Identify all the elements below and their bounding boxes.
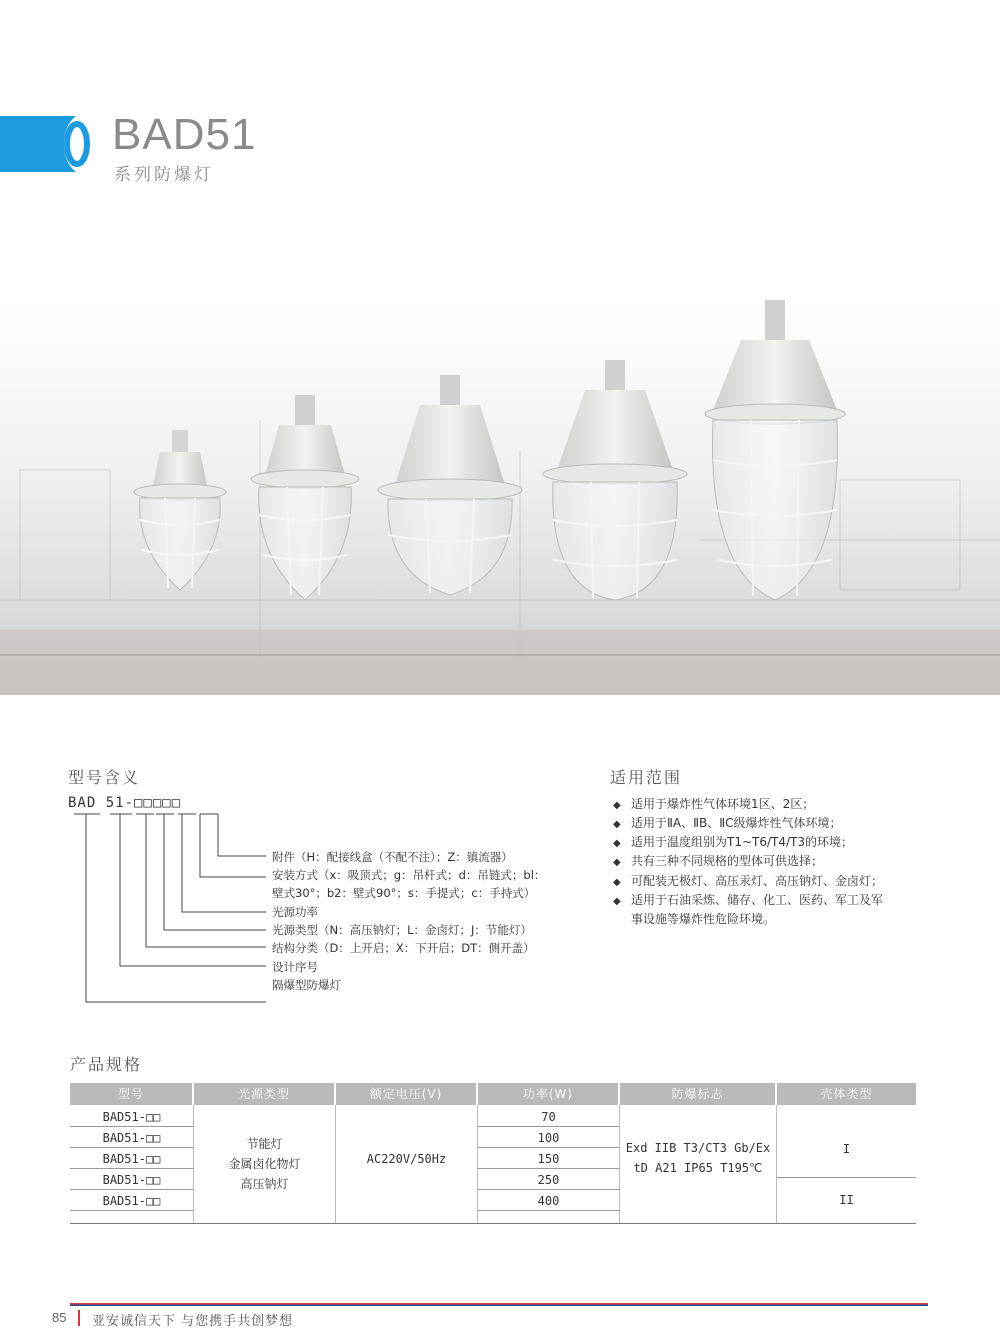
th-power: 功率(W): [478, 1083, 618, 1105]
page-number: 85: [52, 1310, 67, 1325]
scope-item-continued: 事设施等爆炸性危险环境。: [631, 912, 776, 926]
power-cell: 400: [537, 1194, 560, 1208]
page-subtitle: 系列防爆灯: [114, 165, 214, 185]
light-type-cell: 高压钠灯: [240, 1177, 289, 1191]
scope-title: 适用范围: [610, 768, 683, 787]
voltage-cell: AC220V/50Hz: [366, 1152, 447, 1166]
specs-table: [70, 1083, 916, 1224]
th-voltage: 额定电压(V): [336, 1083, 476, 1105]
power-cell: 150: [537, 1152, 560, 1166]
scope-item: ◆ 适用于温度组别为T1~T6/T4/T3的环境；: [613, 835, 854, 849]
model-cell: BAD51-□□: [102, 1194, 161, 1208]
model-cell: BAD51-□□: [102, 1110, 161, 1124]
page-title: BAD51: [112, 110, 257, 159]
ex-mark-line2: tD A21 IP65 T195℃: [633, 1161, 763, 1175]
th-light-type: 光源类型: [194, 1083, 334, 1105]
th-model: 型号: [70, 1083, 192, 1105]
meaning-power: 光源功率: [272, 905, 318, 919]
scope-item: ◆ 适用于爆炸性气体环境1区、2区；: [613, 797, 815, 811]
meaning-structure: 结构分类（D：上开启；X：下开启；DT：侧开盖）: [272, 941, 535, 955]
scope-item: ◆ 适用于石油采炼、储存、化工、医药、军工及军: [613, 893, 884, 907]
model-meaning-title: 型号含义: [68, 768, 141, 787]
model-code: BAD 51-□□□□□: [68, 795, 182, 811]
shell-type-cell: II: [839, 1193, 854, 1207]
th-shell-type: 壳体类型: [777, 1083, 916, 1105]
meaning-accessory: 附件（H：配接线盒（不配不注）；Z：镇流器）: [272, 850, 513, 864]
model-cell: BAD51-□□: [102, 1131, 161, 1145]
header-ring-icon: [62, 116, 102, 172]
th-ex-mark: 防爆标志: [620, 1083, 775, 1105]
scope-item: ◆ 可配装无极灯、高压汞灯、高压钠灯、金卤灯；: [613, 874, 884, 888]
scope-item: ◆ 适用于ⅡA、ⅡB、ⅡC级爆炸性气体环境；: [613, 816, 842, 830]
scope-item: ◆ 共有三种不同规格的型体可供选择；: [613, 854, 824, 868]
meaning-install-1: 安装方式（x：吸顶式；g：吊杆式；d：吊链式；bl：: [272, 868, 546, 882]
footer-slogan: 亚安诚信天下 与您携手共创梦想: [92, 1314, 294, 1329]
footer-divider: [70, 1303, 928, 1306]
power-cell: 100: [537, 1131, 560, 1145]
meaning-design-no: 设计序号: [272, 960, 318, 974]
header-accent-bar: [0, 116, 62, 172]
power-cell: 70: [541, 1110, 556, 1124]
light-type-cell: 金属卤化物灯: [228, 1157, 301, 1171]
meaning-flameproof: 隔爆型防爆灯: [272, 978, 341, 992]
product-photo: [0, 300, 1000, 695]
shell-type-cell: I: [842, 1142, 851, 1156]
meaning-install-2: 壁式30°；b2：壁式90°；s：手提式；c：手持式）: [272, 886, 536, 900]
model-meaning-diagram: [60, 812, 280, 1012]
specs-title: 产品规格: [70, 1055, 143, 1074]
light-type-cell: 节能灯: [246, 1137, 283, 1151]
footer-separator: [78, 1310, 80, 1326]
model-cell: BAD51-□□: [102, 1173, 161, 1187]
model-cell: BAD51-□□: [102, 1152, 161, 1166]
meaning-light-type: 光源类型（N：高压钠灯；L：金卤灯；J：节能灯）: [272, 923, 532, 937]
power-cell: 250: [537, 1173, 560, 1187]
ex-mark-line1: Exd IIB T3/CT3 Gb/Ex: [625, 1141, 771, 1155]
